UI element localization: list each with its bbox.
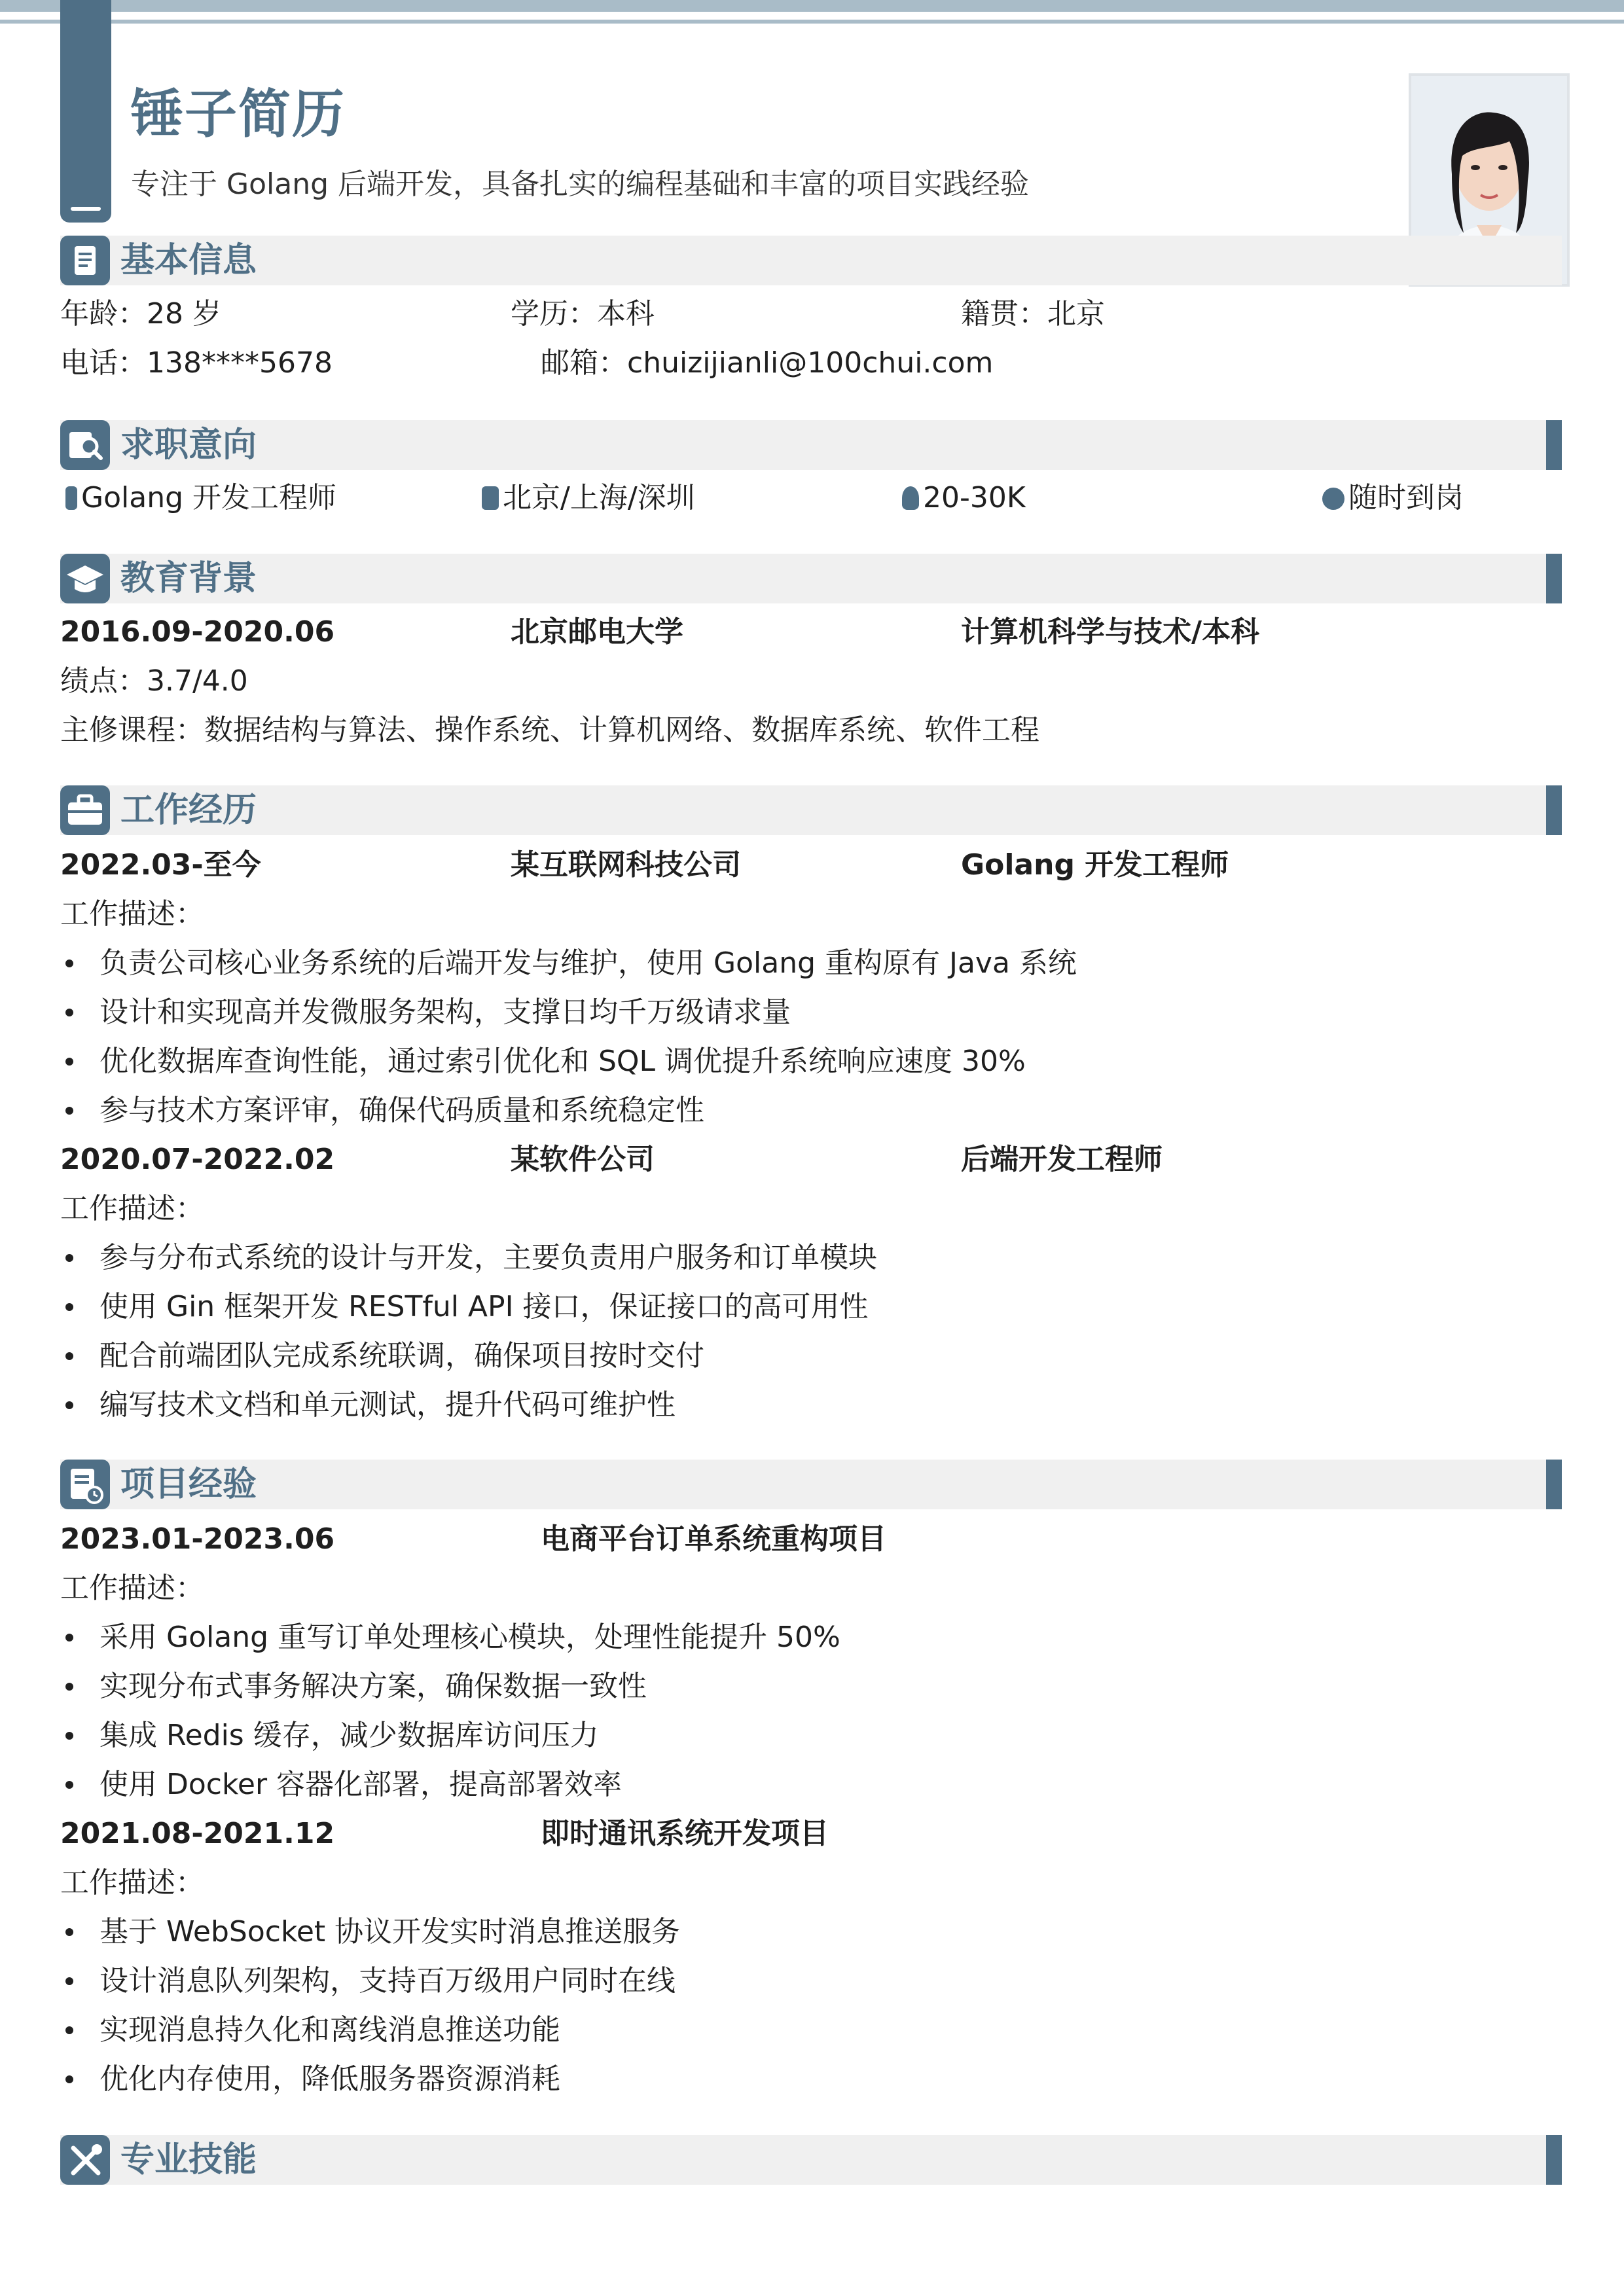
- intent-position-text: Golang 开发工程师: [81, 481, 337, 514]
- section-title: 专业技能: [120, 2140, 257, 2179]
- section-skills: [60, 2135, 1562, 2185]
- clock-icon: [1322, 488, 1344, 510]
- phone: 电话：138****5678: [60, 346, 333, 380]
- list-item: 设计和实现高并发微服务架构，支撑日均千万级请求量: [99, 994, 791, 1031]
- section-title: 教育背景: [120, 559, 257, 598]
- section-end-bar: [1546, 2135, 1562, 2185]
- top-border-line-thin: [0, 20, 1624, 24]
- briefcase-icon: [60, 785, 110, 835]
- list-item: 使用 Gin 框架开发 RESTful API 接口，保证接口的高可用性: [99, 1289, 869, 1325]
- tie-icon: [65, 486, 77, 510]
- email: 邮箱：chuizijianli@100chui.com: [541, 346, 994, 380]
- intent-city: [482, 480, 695, 516]
- resume-name: 锤子简历: [131, 84, 346, 145]
- project-desc-label: 工作描述：: [60, 1866, 204, 1899]
- project-name: 电商平台订单系统重构项目: [541, 1522, 886, 1556]
- list-item: 实现分布式事务解决方案，确保数据一致性: [99, 1668, 647, 1705]
- section-title: 求职意向: [120, 425, 257, 465]
- work-desc-label: 工作描述：: [60, 897, 204, 931]
- list-item: 参与技术方案评审，确保代码质量和系统稳定性: [99, 1092, 704, 1129]
- graduation-cap-icon: [60, 554, 110, 603]
- list-item: 使用 Docker 容器化部署，提高部署效率: [99, 1767, 622, 1803]
- section-title: 基本信息: [120, 241, 257, 280]
- building-icon: [482, 486, 499, 510]
- education-courses: 主修课程：数据结构与算法、操作系统、计算机网络、数据库系统、软件工程: [60, 713, 1039, 747]
- project-name: 即时通讯系统开发项目: [541, 1817, 829, 1850]
- work-role: 后端开发工程师: [961, 1143, 1163, 1176]
- list-item: 编写技术文档和单元测试，提升代码可维护性: [99, 1387, 676, 1424]
- education-level: 学历：本科: [511, 297, 655, 331]
- list-item: 实现消息持久化和离线消息推送功能: [99, 2012, 560, 2049]
- section-work-experience: [60, 785, 1562, 835]
- intent-availability: [1322, 480, 1464, 516]
- section-end-bar: [1546, 1460, 1562, 1509]
- document-icon: [60, 236, 110, 285]
- project-icon: [60, 1460, 110, 1509]
- education-period: 2016.09-2020.06: [60, 615, 335, 649]
- section-end-bar: [1546, 420, 1562, 470]
- section-end-bar: [1546, 785, 1562, 835]
- education-major: 计算机科学与技术/本科: [961, 615, 1260, 649]
- project-desc-label: 工作描述：: [60, 1571, 204, 1605]
- work-company: 某软件公司: [511, 1143, 655, 1176]
- education-school: 北京邮电大学: [511, 615, 683, 649]
- header-accent-dash: [71, 207, 101, 211]
- education-gpa: 绩点：3.7/4.0: [60, 664, 248, 698]
- section-basic-info: [60, 236, 1562, 285]
- section-title: 项目经验: [120, 1465, 257, 1504]
- intent-availability-text: 随时到岗: [1348, 481, 1464, 514]
- section-end-bar: [1546, 554, 1562, 603]
- list-item: 集成 Redis 缓存，减少数据库访问压力: [99, 1717, 599, 1754]
- money-bag-icon: [902, 486, 919, 510]
- project-period: 2021.08-2021.12: [60, 1817, 335, 1850]
- section-title: 工作经历: [120, 791, 257, 830]
- list-item: 负责公司核心业务系统的后端开发与维护，使用 Golang 重构原有 Java 系统: [99, 945, 1077, 982]
- resume-tagline: 专注于 Golang 后端开发，具备扎实的编程基础和丰富的项目实践经验: [131, 168, 1029, 201]
- work-company: 某互联网科技公司: [511, 848, 741, 882]
- section-job-intent: [60, 420, 1562, 470]
- list-item: 优化内存使用，降低服务器资源消耗: [99, 2061, 560, 2098]
- list-item: 优化数据库查询性能，通过索引优化和 SQL 调优提升系统响应速度 30%: [99, 1043, 1026, 1080]
- list-item: 设计消息队列架构，支持百万级用户同时在线: [99, 1963, 676, 2000]
- section-projects: [60, 1460, 1562, 1509]
- age: 年龄：28 岁: [60, 297, 221, 331]
- list-item: 配合前端团队完成系统联调，确保项目按时交付: [99, 1338, 704, 1374]
- intent-city-text: 北京/上海/深圳: [503, 481, 695, 514]
- search-icon: [60, 420, 110, 470]
- work-role: Golang 开发工程师: [961, 848, 1229, 882]
- work-desc-label: 工作描述：: [60, 1192, 204, 1225]
- hometown: 籍贯：北京: [961, 297, 1105, 331]
- work-period: 2020.07-2022.02: [60, 1143, 335, 1176]
- intent-salary: [902, 480, 1026, 516]
- tools-icon: [60, 2135, 110, 2185]
- top-border-line: [0, 0, 1624, 12]
- list-item: 参与分布式系统的设计与开发，主要负责用户服务和订单模块: [99, 1240, 877, 1276]
- work-period: 2022.03-至今: [60, 848, 261, 882]
- intent-salary-text: 20-30K: [923, 481, 1026, 514]
- project-period: 2023.01-2023.06: [60, 1522, 335, 1556]
- intent-position: [65, 480, 336, 516]
- header-accent-bar: [60, 0, 111, 223]
- section-education: [60, 554, 1562, 603]
- list-item: 采用 Golang 重写订单处理核心模块，处理性能提升 50%: [99, 1619, 840, 1656]
- list-item: 基于 WebSocket 协议开发实时消息推送服务: [99, 1914, 680, 1950]
